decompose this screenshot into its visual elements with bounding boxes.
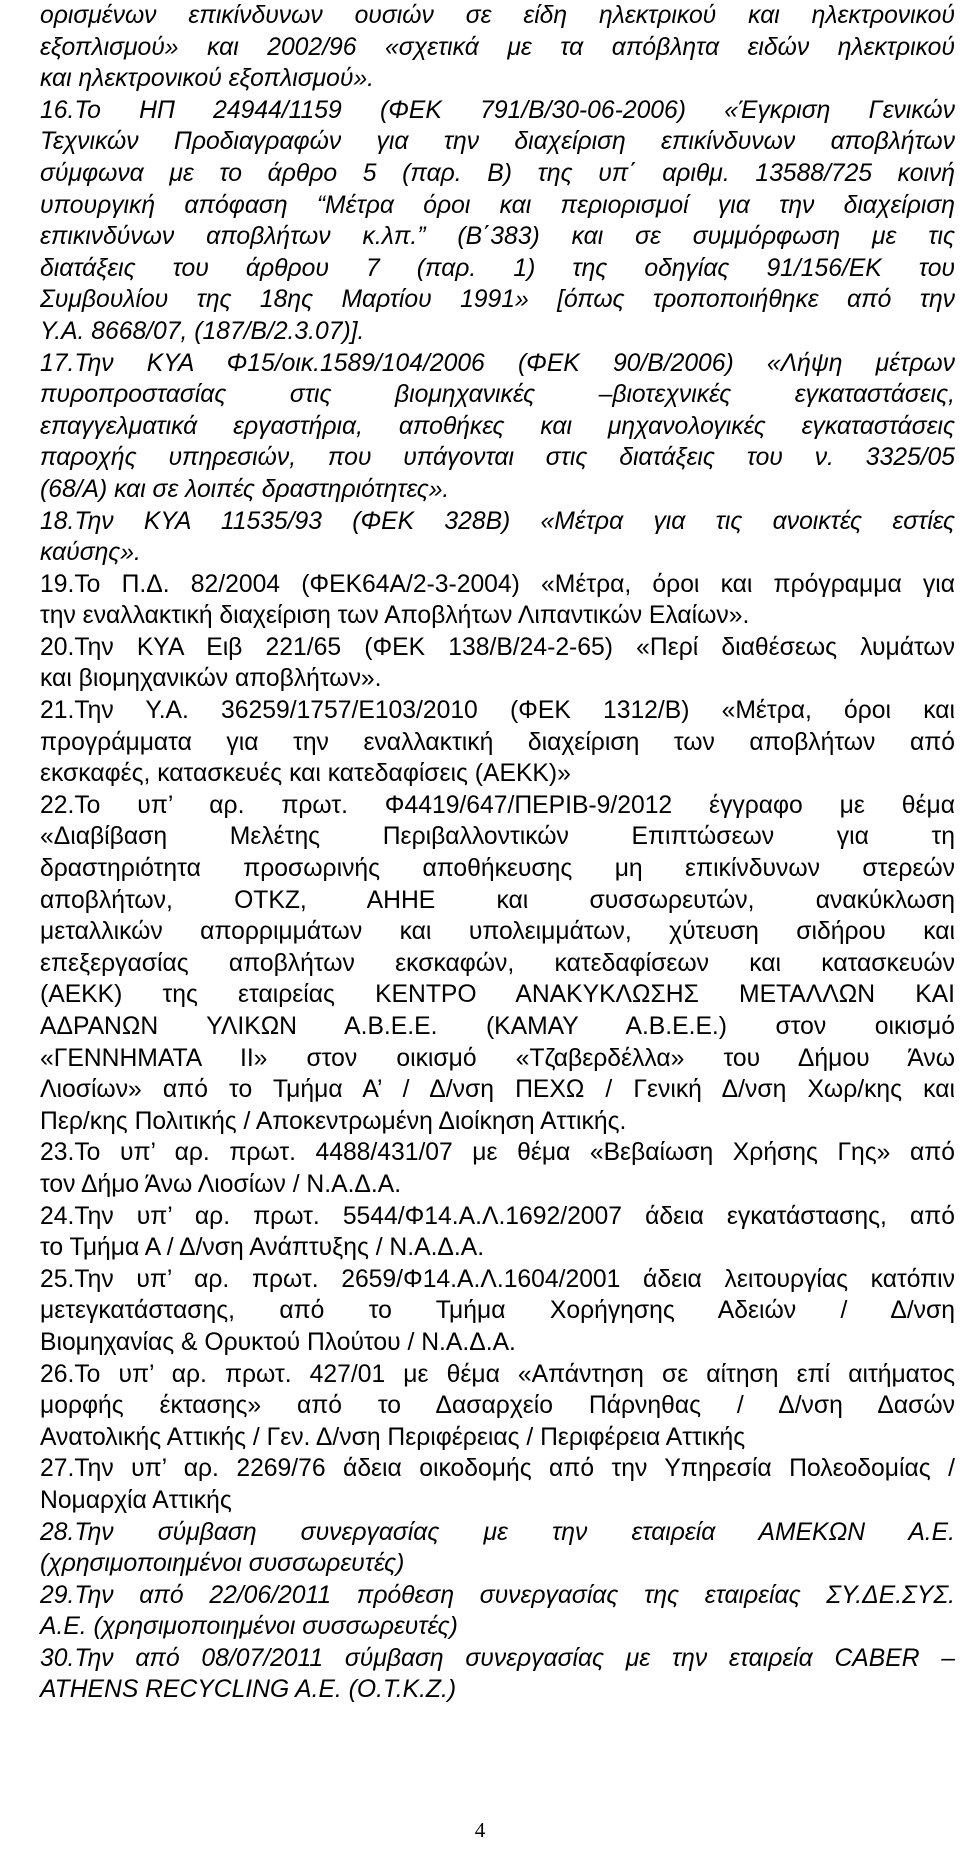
text-line: 25.Την υπ’ αρ. πρωτ. 2659/Φ14.Α.Λ.1604/2001 άδεια λειτουργίας κατόπιν bbox=[40, 1265, 955, 1293]
text-line: 21.Την Υ.Α. 36259/1757/Ε103/2010 (ΦΕΚ 1312/Β) «Μέτρα, όροι και bbox=[40, 697, 955, 725]
text-line: Λιοσίων» από το Τμήμα Α’ / Δ/νση ΠΕΧΩ / Γενική Δ/νση Χωρ/κης και bbox=[40, 1076, 955, 1104]
text-line: 27.Την υπ’ αρ. 2269/76 άδεια οικοδομής από την Υπηρεσία Πολεοδομίας / bbox=[40, 1455, 955, 1483]
text-line: 28.Την σύμβαση συνεργασίας με την εταιρεία ΑΜΕΚΩΝ Α.Ε. bbox=[40, 1518, 955, 1546]
page-number: 4 bbox=[474, 1818, 486, 1842]
list-item-30 bbox=[40, 1643, 955, 1706]
text-line: μορφής έκτασης» από το Δασαρχείο Πάρνηθας / Δ/νση Δασών bbox=[40, 1392, 955, 1420]
text-line: σύμφωνα με το άρθρο 5 (παρ. Β) της υπ΄ αριθμ. 13588/725 κοινή bbox=[40, 159, 955, 187]
document-page bbox=[40, 0, 955, 1706]
text-line: τον Δήμο Άνω Λιοσίων / Ν.Α.Δ.Α. bbox=[40, 1170, 402, 1198]
text-line: παροχής υπηρεσιών, που υπάγονται στις διατάξεις του ν. 3325/05 bbox=[40, 444, 955, 472]
text-line: εκσκαφές, κατασκευές και κατεδαφίσεις (ΑΕΚΚ)» bbox=[40, 760, 571, 788]
text-line: 17.Την ΚΥΑ Φ15/οικ.1589/104/2006 (ΦΕΚ 90/Β/2006) «Λήψη μέτρων bbox=[40, 349, 955, 377]
list-item-29 bbox=[40, 1580, 955, 1643]
text-line: Συμβουλίου της 18ης Μαρτίου 1991» [όπως τροποποιήθηκε από την bbox=[40, 286, 955, 314]
text-line: επεξεργασίας αποβλήτων εκσκαφών, κατεδαφίσεων και κατασκευών bbox=[40, 949, 955, 977]
text-line: (χρησιμοποιημένοι συσσωρευτές) bbox=[40, 1550, 405, 1578]
text-line: υπουργική απόφαση “Μέτρα όροι και περιορισμοί για την διαχείριση bbox=[40, 191, 955, 219]
list-item-16 bbox=[40, 95, 955, 348]
lead-paragraph bbox=[40, 0, 955, 95]
text-line: 24.Την υπ’ αρ. πρωτ. 5544/Φ14.Α.Λ.1692/2007 άδεια εγκατάστασης, από bbox=[40, 1202, 955, 1230]
text-line: Περ/κης Πολιτικής / Αποκεντρωμένη Διοίκηση Αττικής. bbox=[40, 1107, 627, 1135]
text-line: 30.Την από 08/07/2011 σύμβαση συνεργασίας με την εταιρεία CABER – bbox=[40, 1644, 955, 1672]
text-line: δραστηριότητα προσωρινής αποθήκευσης μη επικίνδυνων στερεών bbox=[40, 855, 955, 883]
text-line: και βιομηχανικών αποβλήτων». bbox=[40, 665, 382, 693]
text-line: ορισμένων επικίνδυνων ουσιών σε είδη ηλεκτρικού και ηλεκτρονικού bbox=[40, 2, 955, 29]
text-line: Τεχνικών Προδιαγραφών για την διαχείριση επικίνδυνων αποβλήτων bbox=[40, 128, 955, 156]
text-line: την εναλλακτική διαχείριση των Αποβλήτων Λιπαντικών Ελαίων». bbox=[40, 602, 750, 630]
list-item-20 bbox=[40, 632, 955, 695]
text-line: 18.Την ΚΥΑ 11535/93 (ΦΕΚ 328Β) «Μέτρα για τις ανοικτές εστίες bbox=[40, 507, 955, 535]
list-item-28 bbox=[40, 1517, 955, 1580]
text-line: καύσης». bbox=[40, 539, 141, 567]
text-line: 26.Το υπ’ αρ. πρωτ. 427/01 με θέμα «Απάντηση σε αίτηση επί αιτήματος bbox=[40, 1360, 955, 1388]
list-item-18 bbox=[40, 506, 955, 569]
text-line: 16.Το ΗΠ 24944/1159 (ΦΕΚ 791/Β/30-06-2006) «Έγκριση Γενικών bbox=[40, 96, 955, 124]
list-item-21 bbox=[40, 695, 955, 790]
text-line: διατάξεις του άρθρου 7 (παρ. 1) της οδηγίας 91/156/ΕΚ του bbox=[40, 254, 955, 282]
text-line: αποβλήτων, ΟΤΚΖ, ΑΗΗΕ και συσσωρευτών, ανακύκλωση bbox=[40, 886, 955, 914]
text-line: 23.Το υπ’ αρ. πρωτ. 4488/431/07 με θέμα «Βεβαίωση Χρήσης Γης» από bbox=[40, 1139, 955, 1167]
text-line: ATHENS RECYCLING A.E. (O.T.K.Z.) bbox=[40, 1676, 457, 1704]
text-line: μετεγκατάστασης, από το Τμήμα Χορήγησης Αδειών / Δ/νση bbox=[40, 1297, 955, 1325]
text-line: (68/Α) και σε λοιπές δραστηριότητες». bbox=[40, 475, 450, 503]
text-line: 29.Την από 22/06/2011 πρόθεση συνεργασίας της εταιρείας ΣΥ.ΔΕ.ΣΥΣ. bbox=[40, 1581, 955, 1609]
text-line: Νομαρχία Αττικής bbox=[40, 1486, 232, 1514]
text-line: Α.Ε. (χρησιμοποιημένοι συσσωρευτές) bbox=[40, 1613, 458, 1641]
list-item-27 bbox=[40, 1453, 955, 1516]
text-line: (ΑΕΚΚ) της εταιρείας ΚΕΝΤΡΟ ΑΝΑΚΥΚΛΩΣΗΣ ΜΕΤΑΛΛΩΝ ΚΑΙ bbox=[40, 981, 955, 1009]
text-line: και ηλεκτρονικού εξοπλισμού». bbox=[40, 65, 375, 93]
text-line: επικινδύνων αποβλήτων κ.λπ.” (Β΄383) και σε συμμόρφωση με τις bbox=[40, 223, 955, 251]
text-line: εξοπλισμού» και 2002/96 «σχετικά με τα απόβλητα ειδών ηλεκτρικού bbox=[40, 33, 955, 61]
list-item-23 bbox=[40, 1137, 955, 1200]
text-line: επαγγελματικά εργαστήρια, αποθήκες και μηχανολογικές εγκαταστάσεις bbox=[40, 412, 955, 440]
text-line: Ανατολικής Αττικής / Γεν. Δ/νση Περιφέρειας / Περιφέρεια Αττικής bbox=[40, 1423, 746, 1451]
list-item-17 bbox=[40, 348, 955, 506]
text-line: το Τμήμα Α / Δ/νση Ανάπτυξης / Ν.Α.Δ.Α. bbox=[40, 1234, 485, 1262]
text-line: προγράμματα για την εναλλακτική διαχείριση των αποβλήτων από bbox=[40, 728, 955, 756]
text-line: 19.Το Π.Δ. 82/2004 (ΦΕΚ64Α/2-3-2004) «Μέτρα, όροι και πρόγραμμα για bbox=[40, 570, 955, 598]
list-item-26 bbox=[40, 1359, 955, 1454]
text-line: Βιομηχανίας & Ορυκτού Πλούτου / Ν.Α.Δ.Α. bbox=[40, 1328, 516, 1356]
list-item-22 bbox=[40, 790, 955, 1138]
list-item-19 bbox=[40, 569, 955, 632]
numbered-list bbox=[40, 95, 955, 1706]
text-line: 22.Το υπ’ αρ. πρωτ. Φ4419/647/ΠΕΡΙΒ-9/2012 έγγραφο με θέμα bbox=[40, 791, 955, 819]
list-item-24 bbox=[40, 1201, 955, 1264]
text-line: 20.Την ΚΥΑ Ειβ 221/65 (ΦΕΚ 138/Β/24-2-65) «Περί διαθέσεως λυμάτων bbox=[40, 633, 955, 661]
text-line: Υ.Α. 8668/07, (187/Β/2.3.07)]. bbox=[40, 317, 365, 345]
text-line: «Διαβίβαση Μελέτης Περιβαλλοντικών Επιπτώσεων για τη bbox=[40, 823, 955, 851]
text-line: «ΓΕΝΝΗΜΑΤΑ ΙΙ» στον οικισμό «Τζαβερδέλλα» του Δήμου Άνω bbox=[40, 1044, 955, 1072]
list-item-25 bbox=[40, 1264, 955, 1359]
text-line: πυροπροστασίας στις βιομηχανικές –βιοτεχνικές εγκαταστάσεις, bbox=[40, 381, 955, 409]
text-line: μεταλλικών απορριμμάτων και υπολειμμάτων, χύτευση σιδήρου και bbox=[40, 918, 955, 946]
text-line: ΑΔΡΑΝΩΝ ΥΛΙΚΩΝ Α.Β.Ε.Ε. (ΚΑΜΑΥ Α.Β.Ε.Ε.) στον οικισμό bbox=[40, 1013, 955, 1040]
